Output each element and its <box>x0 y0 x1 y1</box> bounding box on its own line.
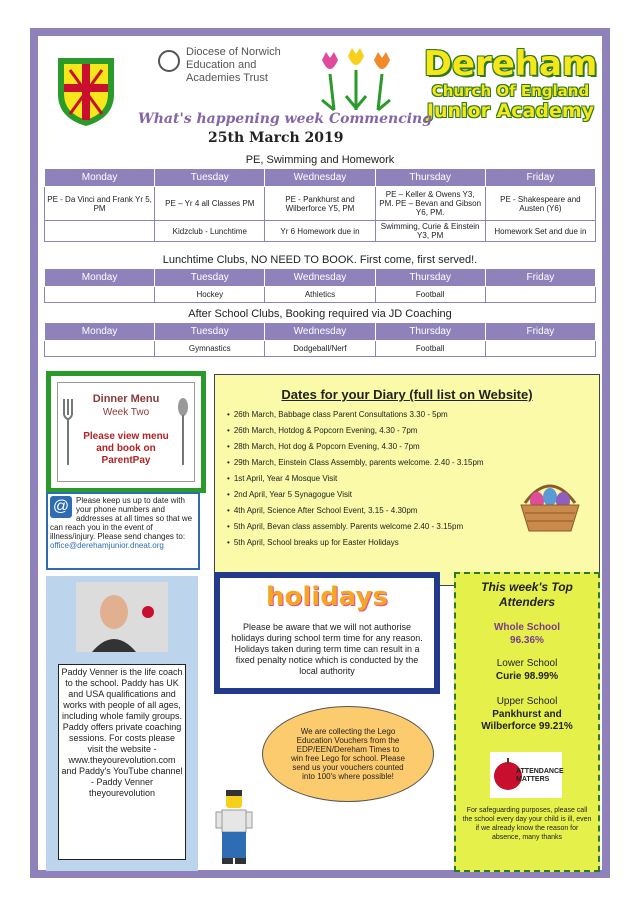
day-header: Wednesday <box>265 169 375 187</box>
day-header: Friday <box>485 269 595 287</box>
list-item: • 29th March, Einstein Class Assembly, parents welcome. 2.40 - 3.15pm <box>227 455 484 471</box>
newsletter-page <box>38 36 602 870</box>
list-item: • 2nd April, Year 5 Synagogue Visit <box>227 487 484 503</box>
day-header: Tuesday <box>155 169 265 187</box>
attendance-logo <box>490 752 562 798</box>
table-cell <box>45 221 155 242</box>
day-header: Monday <box>45 323 155 341</box>
table-cell: PE – Keller & Owens Y3, PM. PE – Bevan and Gibson Y6, PM. <box>375 187 485 221</box>
lunch-section-title: Lunchtime Clubs, NO NEED TO BOOK. First come, first served!. <box>162 254 478 266</box>
dinner-menu-week: Week Two <box>102 407 150 418</box>
paddy-photo <box>76 582 168 652</box>
afterschool-table <box>44 322 596 357</box>
day-header: Monday <box>45 169 155 187</box>
lunch-table <box>44 268 596 303</box>
lego-text: We are collecting the Lego Education Vouchers from the EDP/EEN/Dereham Times to win free Lego for school. Please send us your vouchers counted into 100's where possible! <box>291 727 405 781</box>
lego-speech-bubble <box>262 706 434 802</box>
table-cell: Football <box>375 341 485 357</box>
contact-box <box>46 492 200 570</box>
list-item: • 5th April, Bevan class assembly. Parents welcome 2.40 - 3.15pm <box>227 519 484 535</box>
trust-name-line: Diocese of Norwich <box>186 46 281 58</box>
table-cell <box>485 287 595 303</box>
list-item: • 1st April, Year 4 Mosque Visit <box>227 471 484 487</box>
table-cell: PE - Shakespeare and Austen (Y6) <box>485 187 595 221</box>
diary-title: Dates for your Diary (full list on Website) <box>281 387 533 402</box>
contact-email-link[interactable]: office@derehamjunior.dneat.org <box>50 541 164 550</box>
upper-school-value: Pankhurst and Wilberforce 99.21% <box>481 709 573 732</box>
day-header: Wednesday <box>265 323 375 341</box>
attenders-title: This week's Top Attenders <box>481 580 573 609</box>
week-date: 25th March 2019 <box>208 130 344 146</box>
table-cell: Hockey <box>155 287 265 303</box>
lower-school-label: Lower School <box>496 658 558 669</box>
tulips-icon <box>316 44 396 114</box>
table-cell: PE - Da Vinci and Frank Yr 5, PM <box>45 187 155 221</box>
school-name-line: Church Of England <box>431 82 590 100</box>
school-name-line: Junior Academy <box>426 100 595 122</box>
table-cell <box>45 341 155 357</box>
day-header: Tuesday <box>155 323 265 341</box>
contact-text: Please keep us up to date with your phone numbers and addresses at all times so that we can reach you in the event of illness/injury. Please send changes to: <box>50 496 193 541</box>
pe-section-title: PE, Swimming and Homework <box>245 154 395 166</box>
day-header: Thursday <box>375 169 485 187</box>
day-header: Tuesday <box>155 269 265 287</box>
table-cell: Gymnastics <box>155 341 265 357</box>
list-item: • 4th April, Science After School Event, 3.15 - 4.30pm <box>227 503 484 519</box>
top-attenders-box <box>454 572 600 872</box>
dinner-menu-cta: Please view menu and book on ParentPay <box>83 431 169 466</box>
paddy-panel <box>46 576 198 871</box>
attendance-logo-text: ATTENDANCE MATTERS <box>516 768 564 783</box>
table-cell: Dodgeball/Nerf <box>265 341 375 357</box>
day-header: Wednesday <box>265 269 375 287</box>
day-header: Friday <box>485 323 595 341</box>
table-cell: Yr 6 Homework due in <box>265 221 375 242</box>
table-cell: Homework Set and due in <box>485 221 595 242</box>
diary-scroll <box>214 374 600 586</box>
day-header: Friday <box>485 169 595 187</box>
trust-name-line: Academies Trust <box>186 72 268 84</box>
pe-table <box>44 168 596 242</box>
list-item: • 26th March, Babbage class Parent Consultations 3.30 - 5pm <box>227 407 484 423</box>
school-shield-logo <box>56 56 116 128</box>
table-cell: PE – Yr 4 all Classes PM <box>155 187 265 221</box>
person-photo-icon <box>76 582 168 652</box>
whole-school-value: 96.36% <box>510 635 544 646</box>
table-cell <box>45 287 155 303</box>
school-name-line: Dereham <box>423 44 598 84</box>
upper-school-label: Upper School <box>496 696 558 707</box>
table-cell: PE - Pankhurst and Wilberforce Y5, PM <box>265 187 375 221</box>
list-item: • 5th April, School breaks up for Easter Holidays <box>227 535 484 551</box>
table-cell: Kidzclub - Lunchtime <box>155 221 265 242</box>
whats-happening-heading: What's happening week Commencing <box>138 111 432 127</box>
afterschool-section-title: After School Clubs, Booking required via JD Coaching <box>188 308 452 320</box>
day-header: Thursday <box>375 323 485 341</box>
list-item: • 26th March, Hotdog & Popcorn Evening, 4.30 - 7pm <box>227 423 484 439</box>
newsletter-frame <box>30 28 610 878</box>
holidays-text: Please be aware that we will not authorise holidays during school term time for any reason. Holidays taken during term time can result in a fixed penalty notice which is conducted by the local authority <box>231 622 423 676</box>
school-name-logo <box>423 46 598 146</box>
table-cell: Football <box>375 287 485 303</box>
list-item: • 28th March, Hot dog & Popcorn Evening, 4.30 - 7pm <box>227 439 484 455</box>
easter-basket-icon <box>515 475 585 535</box>
table-cell <box>485 341 595 357</box>
at-icon: @ <box>50 496 72 518</box>
table-cell: Swimming, Curie & Einstein Y3, PM <box>375 221 485 242</box>
lego-figure-icon <box>214 788 254 868</box>
trust-name-line: Education and <box>186 59 257 71</box>
dinner-menu-box[interactable] <box>46 371 206 493</box>
trust-cross-icon <box>158 50 180 72</box>
holidays-box <box>214 572 440 694</box>
table-cell: Athletics <box>265 287 375 303</box>
day-header: Thursday <box>375 269 485 287</box>
holidays-wordart: holidays <box>266 582 388 612</box>
safeguarding-text: For safeguarding purposes, please call the school every day your child is ill, even if we already know the reason for absence, many thanks <box>462 807 592 841</box>
lower-school-value: Curie 98.99% <box>495 671 559 682</box>
paddy-text: Paddy Venner is the life coach to the school. Paddy has UK and USA qualifications and works with people of all ages, including whole family groups. Paddy offers private coaching sessions. For costs please visit the website - www.theyourevolution.com and Paddy's YouTube channel - Paddy Venner theyourevolution <box>58 664 186 860</box>
diary-list <box>227 407 484 551</box>
whole-school-label: Whole School <box>493 622 561 633</box>
dinner-menu-title: Dinner Menu <box>92 393 160 405</box>
day-header: Monday <box>45 269 155 287</box>
